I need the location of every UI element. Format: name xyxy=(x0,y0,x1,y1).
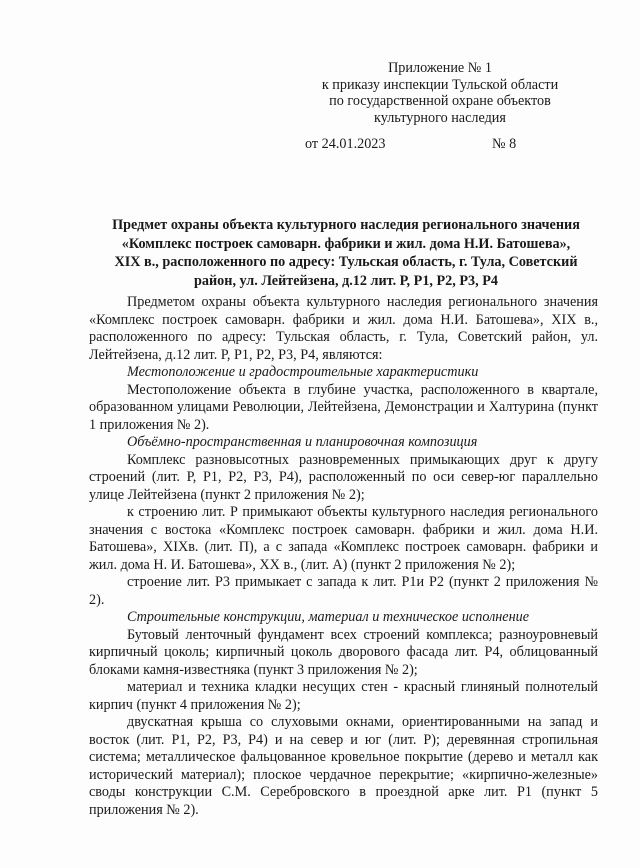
section-heading: Местоположение и градостроительные характеристики xyxy=(127,364,479,380)
body-paragraph: к строению лит. Р примыкают объекты культурного наследия регионального значения с востока «Комплекс построек самоварн. фабрики и жил. дома Н.И. Батошева», XIXв. (лит. П), а с запада «Комплекс построек самоварн. фабрики и жил. дома Н. И. Батошева», XX в., (лит. А) (пункт 2 приложения № 2); xyxy=(89,504,598,573)
order-date: от 24.01.2023 xyxy=(305,136,386,152)
body-paragraph: материал и техника кладки несущих стен - красный глиняный полнотелый кирпич (пункт 4 приложения № 2); xyxy=(89,679,598,713)
title-line: «Комплекс построек самоварн. фабрики и жил. дома Н.И. Батошева», xyxy=(121,235,571,252)
document-title xyxy=(86,216,606,290)
body-paragraph: строение лит. Р3 примыкает с запада к лит. Р1и Р2 (пункт 2 приложения № 2). xyxy=(89,574,598,608)
title-line: район, ул. Лейтейзена, д.12 лит. Р, Р1, Р2, Р3, Р4 xyxy=(194,272,498,289)
section-heading: Объёмно-пространственная и планировочная композиция xyxy=(127,434,478,450)
body-paragraph: Местоположение объекта в глубине участка, расположенного в квартале, образованном улицами Революции, Лейтейзена, Демонстрации и Халтурина (пункт 1 приложения № 2). xyxy=(89,381,598,433)
title-line: Предмет охраны объекта культурного наследия регионального значения xyxy=(112,217,580,233)
appendix-header xyxy=(280,60,600,126)
body-paragraph: Комплекс разновысотных разновременных примыкающих друг к другу строений (лит. Р, Р1, Р2, Р3, Р4), расположенный по оси север-юг параллельно улице Лейтейзена (пункт 2 приложения № 2); xyxy=(89,451,598,503)
appendix-line: к приказу инспекции Тульской области xyxy=(321,76,559,93)
body-paragraph: Бутовый ленточный фундамент всех строений комплекса; разноуровневый кирпичный цоколь; кирпичный цоколь дворового фасада лит. Р4, облицованный блоками камня-известняка (пункт 3 приложения № 2); xyxy=(89,626,598,678)
appendix-line: культурного наследия xyxy=(374,109,506,126)
section-heading: Строительные конструкции, материал и техническое исполнение xyxy=(127,609,530,625)
body-paragraph: двускатная крыша со слуховыми окнами, ориентированными на запад и восток (лит. Р1, Р2, Р3, Р4) и на север и юг (лит. Р); деревянная стропильная система; металлическое фальцованное кровельное покрытие (дерево и металл как исторический материал); плоское чердачное перекрытие; «кирпично-железные» своды конструкции С.М. Серебровского в проездной арке лит. Р1 (пункт 5 приложения № 2). xyxy=(89,714,598,818)
document-body xyxy=(89,294,598,819)
appendix-line: по государственной охране объектов xyxy=(329,93,551,110)
title-line: XIX в., расположенного по адресу: Тульская область, г. Тула, Советский xyxy=(114,254,578,270)
order-number: № 8 xyxy=(492,136,517,152)
body-paragraph: Предметом охраны объекта культурного наследия регионального значения «Комплекс построек самоварн. фабрики и жил. дома Н.И. Батошева», XIX в., расположенного по адресу: Тульская область, г. Тула, Советский район, ул. Лейтейзена, д.12 лит. Р, Р1, Р2, Р3, Р4, являются: xyxy=(89,294,598,363)
appendix-line: Приложение № 1 xyxy=(388,60,492,76)
